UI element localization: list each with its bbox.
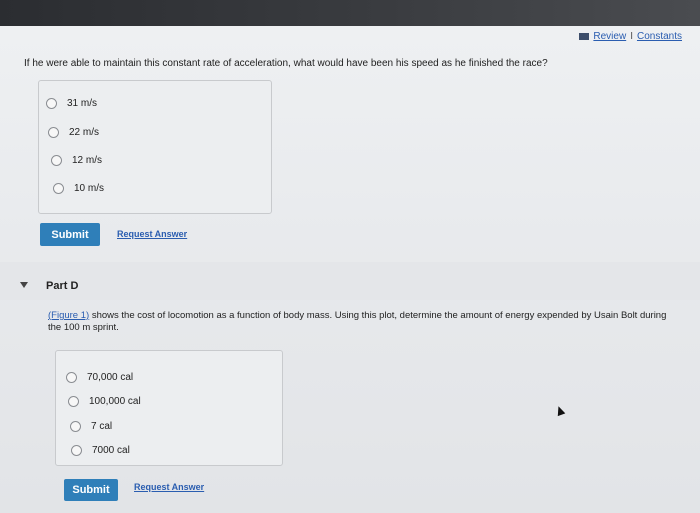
browser-top-bar: [0, 0, 700, 26]
choice-label: 7000 cal: [92, 445, 130, 456]
part-c-question: If he were able to maintain this constant rate of acceleration, what would have been his speed as he finished the race?: [24, 58, 548, 69]
part-c-submit-button[interactable]: Submit: [40, 223, 100, 246]
part-c-request-answer-link[interactable]: Request Answer: [117, 229, 188, 239]
choice-label: 31 m/s: [67, 98, 98, 109]
part-d-choice-1[interactable]: [66, 372, 133, 383]
radio-icon[interactable]: [68, 396, 79, 407]
part-c-choice-3[interactable]: [51, 155, 102, 166]
part-d-question-text: shows the cost of locomotion as a function of body mass. Using this plot, determine the amount of energy expended by Usain Bolt during the 100 m sprint.: [48, 310, 667, 333]
choice-label: 22 m/s: [69, 127, 100, 138]
choice-label: 10 m/s: [74, 183, 105, 194]
part-d-request-answer-link[interactable]: Request Answer: [134, 482, 205, 492]
part-d-question: [48, 310, 670, 334]
choice-label: 12 m/s: [72, 155, 103, 166]
part-d-choice-3[interactable]: [70, 421, 112, 432]
part-d-choice-2[interactable]: [68, 396, 141, 407]
part-c-choice-4[interactable]: [53, 183, 104, 194]
part-c-choice-2[interactable]: [48, 127, 99, 138]
constants-link[interactable]: Constants: [636, 31, 682, 42]
radio-icon[interactable]: [66, 372, 77, 383]
radio-icon[interactable]: [46, 98, 57, 109]
radio-icon[interactable]: [71, 445, 82, 456]
caret-down-icon[interactable]: [20, 282, 28, 288]
radio-icon[interactable]: [70, 421, 81, 432]
part-d-title: Part D: [46, 280, 79, 292]
radio-icon[interactable]: [51, 155, 62, 166]
header-links: [579, 31, 682, 42]
part-d-choice-4[interactable]: [71, 445, 130, 456]
choice-label: 100,000 cal: [89, 396, 141, 407]
part-d-header[interactable]: [0, 262, 700, 300]
choice-label: 70,000 cal: [87, 372, 134, 383]
part-d-submit-button[interactable]: Submit: [64, 479, 118, 501]
choice-label: 7 cal: [91, 421, 113, 432]
radio-icon[interactable]: [48, 127, 59, 138]
part-c-choice-1[interactable]: [46, 98, 97, 109]
review-link[interactable]: Review: [593, 31, 627, 42]
figure-link[interactable]: (Figure 1): [48, 310, 90, 321]
review-icon: [579, 33, 589, 40]
link-separator: I: [630, 31, 633, 42]
radio-icon[interactable]: [53, 183, 64, 194]
